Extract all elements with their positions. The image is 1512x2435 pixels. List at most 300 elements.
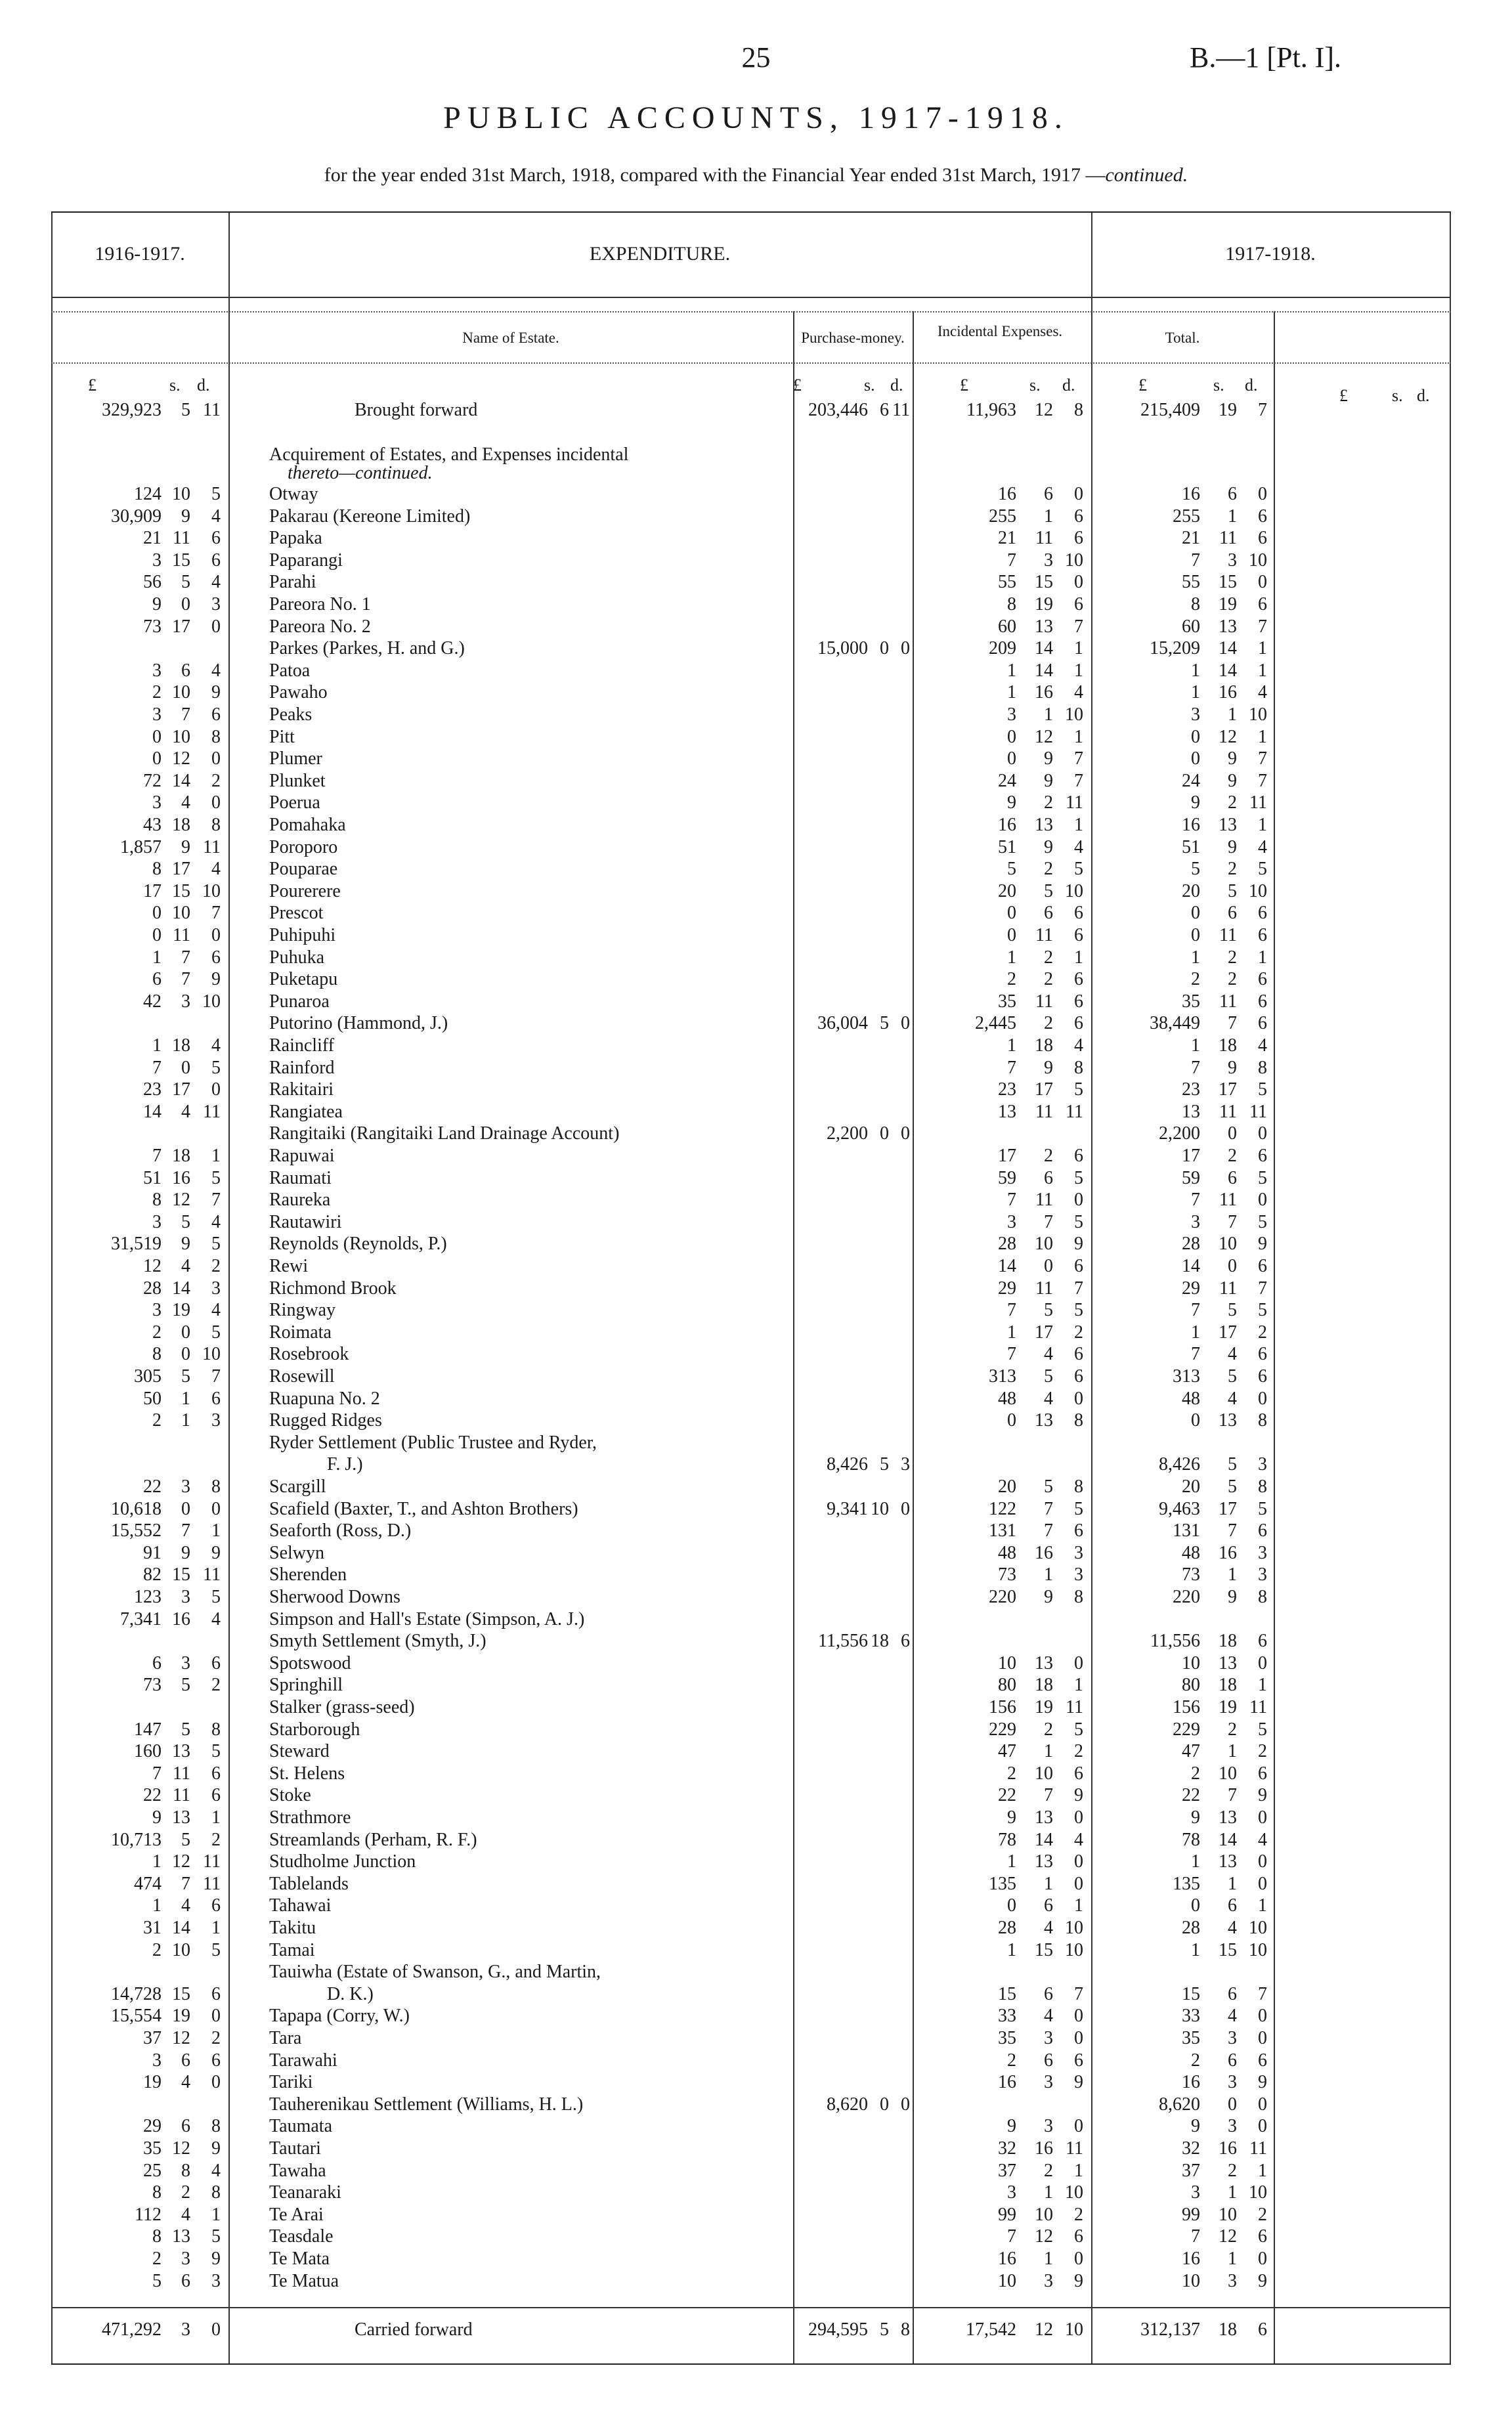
incidental-shillings: 11	[1035, 925, 1053, 945]
prev-pence: 9	[211, 1542, 221, 1563]
prev-pence: 5	[211, 2226, 221, 2247]
incidental-shillings: 11	[1035, 528, 1053, 549]
incidental-pence: 6	[1074, 925, 1083, 945]
purchase-shillings: 0	[880, 2094, 889, 2115]
incidental-pence: 6	[1074, 1520, 1083, 1541]
prev-pounds: 43	[143, 815, 162, 835]
table-row	[51, 1145, 1451, 1167]
table-row	[51, 2138, 1451, 2160]
prev-pounds: 8	[152, 2226, 162, 2247]
total-shillings: 9	[1228, 770, 1237, 791]
section-heading-cont: thereto—continued.	[288, 463, 433, 483]
incidental-pounds: 7	[1007, 2226, 1016, 2247]
prev-shillings: 15	[172, 1983, 190, 2004]
total-pounds: 35	[1182, 991, 1200, 1012]
total-pence: 6	[1258, 991, 1267, 1012]
prev-pounds: 474	[134, 1873, 162, 1894]
incidental-pounds: 33	[998, 2006, 1016, 2027]
incidental-shillings: 13	[1035, 1410, 1053, 1431]
prev-pounds: 7	[152, 1763, 162, 1784]
table-row	[51, 1343, 1451, 1366]
incidental-pence: 1	[1074, 815, 1083, 835]
table-row	[51, 593, 1451, 616]
table-row	[51, 637, 1451, 660]
prev-shillings: 6	[181, 2050, 190, 2071]
total-shillings: 2	[1228, 969, 1237, 990]
incidental-pence: 6	[1074, 506, 1083, 527]
incidental-pounds: 16	[998, 484, 1016, 504]
prev-shillings: 18	[172, 815, 190, 835]
subtitle-continued: continued.	[1105, 164, 1188, 186]
incidental-pence: 8	[1074, 1410, 1083, 1431]
estate-name: Tariki	[269, 2072, 313, 2093]
estate-name: Simpson and Hall's Estate (Simpson, A. J.)	[269, 1608, 585, 1629]
total-shillings: 11	[1219, 991, 1237, 1012]
prev-shillings: 9	[181, 1234, 190, 1255]
cf-inc-pence: 10	[1065, 2319, 1083, 2340]
table-row	[51, 1012, 1451, 1035]
table-row	[51, 1476, 1451, 1498]
estate-name: Te Matua	[269, 2270, 339, 2291]
total-pence: 10	[1249, 549, 1267, 571]
total-pounds: 78	[1182, 1829, 1200, 1850]
total-shillings: 13	[1219, 1410, 1237, 1431]
prev-shillings: 18	[172, 1146, 190, 1166]
cf-pur-pounds: 294,595	[808, 2319, 868, 2340]
prev-pounds: 124	[134, 484, 162, 504]
incidental-pounds: 255	[989, 506, 1016, 527]
estate-name: Puhipuhi	[269, 925, 336, 945]
prev-pounds: 2	[152, 1322, 162, 1343]
estate-name: Studholme Junction	[269, 1851, 416, 1872]
table-row	[51, 968, 1451, 991]
total-pence: 11	[1249, 2138, 1267, 2159]
incidental-shillings: 16	[1035, 2138, 1053, 2159]
incidental-pounds: 48	[998, 1542, 1016, 1563]
bf-tot-shillings: 19	[1219, 400, 1237, 420]
total-pence: 5	[1258, 1211, 1267, 1232]
total-pence: 6	[1258, 1013, 1267, 1034]
prev-pounds: 0	[152, 925, 162, 945]
total-pence: 4	[1258, 682, 1267, 703]
incidental-pounds: 16	[998, 2072, 1016, 2093]
incidental-pounds: 37	[998, 2160, 1016, 2181]
incidental-pence: 0	[1074, 2249, 1083, 2269]
incidental-shillings: 1	[1044, 2182, 1053, 2203]
total-pence: 7	[1258, 748, 1267, 769]
total-shillings: 13	[1219, 1807, 1237, 1828]
prev-pence: 5	[211, 1587, 221, 1607]
incidental-shillings: 3	[1044, 549, 1053, 571]
table-row	[51, 1763, 1451, 1785]
incidental-shillings: 19	[1035, 1697, 1053, 1717]
total-pence: 10	[1249, 1918, 1267, 1938]
table-row	[51, 748, 1451, 770]
estate-name: Stalker (grass-seed)	[269, 1697, 415, 1717]
table-row	[51, 1123, 1451, 1145]
total-shillings: 6	[1228, 1895, 1237, 1916]
total-shillings: 2	[1228, 2160, 1237, 2181]
prev-pounds: 7,341	[120, 1608, 162, 1629]
estate-name: Sherenden	[269, 1564, 347, 1585]
incidental-pence: 7	[1074, 1278, 1083, 1299]
prev-pounds: 6	[152, 1652, 162, 1673]
prev-pounds: 7	[152, 1057, 162, 1078]
total-pounds: 229	[1173, 1719, 1200, 1740]
estate-name: Taumata	[269, 2116, 332, 2137]
incidental-pence: 1	[1074, 1675, 1083, 1696]
total-shillings: 3	[1228, 549, 1237, 571]
incidental-pence: 5	[1074, 1498, 1083, 1519]
incidental-pounds: 29	[998, 1278, 1016, 1299]
prev-pounds: 23	[143, 1079, 162, 1100]
rule-header-3	[51, 362, 1451, 364]
estate-name: Puhuka	[269, 947, 324, 968]
prev-pence: 11	[203, 836, 221, 857]
prev-pence: 8	[211, 1476, 221, 1497]
total-shillings: 18	[1219, 1035, 1237, 1056]
prev-shillings: 10	[172, 682, 190, 703]
prev-shillings: 9	[181, 506, 190, 527]
cf-tot-pounds: 312,137	[1140, 2319, 1200, 2340]
total-shillings: 18	[1219, 1675, 1237, 1696]
prev-pounds: 31	[143, 1918, 162, 1938]
total-pounds: 10	[1182, 1652, 1200, 1673]
prev-shillings: 6	[181, 660, 190, 681]
estate-name: Streamlands (Perham, R. F.)	[269, 1829, 477, 1850]
unit-pence-tot: d.	[1245, 376, 1258, 395]
incidental-pounds: 2	[1007, 2050, 1016, 2071]
prev-shillings: 10	[172, 484, 190, 504]
total-pounds: 21	[1182, 528, 1200, 549]
incidental-pence: 5	[1074, 1300, 1083, 1321]
prev-pence: 4	[211, 1035, 221, 1056]
total-shillings: 3	[1228, 2028, 1237, 2048]
incidental-pence: 6	[1074, 969, 1083, 990]
total-shillings: 9	[1228, 836, 1237, 857]
table-row	[51, 1564, 1451, 1586]
total-shillings: 18	[1219, 1631, 1237, 1652]
unit-pence-extra: d.	[1417, 386, 1430, 405]
incidental-pence: 0	[1074, 1807, 1083, 1828]
total-pence: 6	[1258, 594, 1267, 614]
incidental-pounds: 47	[998, 1741, 1016, 1762]
table-row	[51, 2094, 1451, 2116]
total-pence: 10	[1249, 1939, 1267, 1960]
total-pence: 0	[1258, 2028, 1267, 2048]
total-shillings: 11	[1219, 925, 1237, 945]
estate-name: Starborough	[269, 1719, 360, 1740]
prev-pounds: 160	[134, 1741, 162, 1762]
unit-shilling-tot: s.	[1213, 376, 1224, 395]
incidental-shillings: 13	[1035, 1851, 1053, 1872]
prev-pounds: 31,519	[111, 1234, 162, 1255]
incidental-shillings: 2	[1044, 947, 1053, 968]
incidental-shillings: 9	[1044, 1587, 1053, 1607]
purchase-shillings: 5	[880, 1454, 889, 1475]
prev-shillings: 12	[172, 2138, 190, 2159]
incidental-pence: 6	[1074, 991, 1083, 1012]
total-pence: 3	[1258, 1564, 1267, 1585]
prev-shillings: 9	[181, 1542, 190, 1563]
table-row	[51, 1829, 1451, 1851]
prev-pounds: 10,713	[111, 1829, 162, 1850]
table-row	[51, 1189, 1451, 1211]
purchase-pence: 0	[901, 638, 910, 659]
prev-shillings: 4	[181, 2072, 190, 2093]
incidental-pounds: 21	[998, 528, 1016, 549]
total-pounds: 55	[1182, 572, 1200, 593]
estate-name: Parahi	[269, 572, 316, 593]
prev-shillings: 19	[172, 1300, 190, 1321]
total-pence: 2	[1258, 1741, 1267, 1762]
total-shillings: 10	[1219, 2204, 1237, 2225]
incidental-shillings: 5	[1044, 1366, 1053, 1387]
total-pounds: 3	[1191, 1211, 1200, 1232]
cf-pur-pence: 8	[901, 2319, 910, 2340]
incidental-pounds: 28	[998, 1918, 1016, 1938]
estate-name: Tara	[269, 2028, 302, 2048]
total-pounds: 7	[1191, 1057, 1200, 1078]
incidental-shillings: 9	[1044, 836, 1053, 857]
total-shillings: 4	[1228, 1388, 1237, 1409]
prev-pounds: 3	[152, 1211, 162, 1232]
purchase-shillings: 5	[880, 1013, 889, 1034]
incidental-shillings: 14	[1035, 1829, 1053, 1850]
cf-pur-shillings: 5	[880, 2319, 889, 2340]
prev-pounds: 25	[143, 2160, 162, 2181]
incidental-shillings: 3	[1044, 2072, 1053, 2093]
total-pence: 3	[1258, 1454, 1267, 1475]
prev-pence: 0	[211, 1079, 221, 1100]
prev-shillings: 1	[181, 1388, 190, 1409]
incidental-shillings: 10	[1035, 2204, 1053, 2225]
incidental-pounds: 28	[998, 1234, 1016, 1255]
total-pence: 7	[1258, 1278, 1267, 1299]
prev-pence: 6	[211, 1763, 221, 1784]
incidental-pence: 3	[1074, 1564, 1083, 1585]
table-row	[51, 2071, 1451, 2094]
total-pence: 6	[1258, 1256, 1267, 1276]
total-pounds: 11,556	[1150, 1631, 1200, 1652]
table-row	[51, 726, 1451, 748]
prev-shillings: 11	[173, 925, 190, 945]
table-row	[51, 1255, 1451, 1278]
table-row	[51, 1079, 1451, 1101]
total-pounds: 48	[1182, 1542, 1200, 1563]
total-pounds: 313	[1173, 1366, 1200, 1387]
prev-pence: 4	[211, 660, 221, 681]
incidental-pounds: 0	[1007, 925, 1016, 945]
incidental-shillings: 6	[1044, 1167, 1053, 1188]
incidental-shillings: 13	[1035, 1652, 1053, 1673]
prev-pence: 5	[211, 1234, 221, 1255]
incidental-pounds: 55	[998, 572, 1016, 593]
total-shillings: 5	[1228, 1300, 1237, 1321]
total-pounds: 73	[1182, 1564, 1200, 1585]
total-pounds: 60	[1182, 616, 1200, 637]
prev-pence: 1	[211, 2204, 221, 2225]
prev-shillings: 0	[181, 594, 190, 614]
prev-pounds: 147	[134, 1719, 162, 1740]
total-pence: 0	[1258, 2094, 1267, 2115]
estate-name: Papaka	[269, 528, 322, 549]
prev-shillings: 13	[172, 1741, 190, 1762]
incidental-shillings: 2	[1044, 1013, 1053, 1034]
total-pence: 1	[1258, 1895, 1267, 1916]
incidental-pounds: 73	[998, 1564, 1016, 1585]
incidental-shillings: 1	[1044, 2249, 1053, 2269]
incidental-shillings: 16	[1035, 682, 1053, 703]
total-pence: 1	[1258, 638, 1267, 659]
incidental-shillings: 1	[1044, 1564, 1053, 1585]
incidental-pence: 11	[1066, 2138, 1083, 2159]
incidental-pounds: 2	[1007, 969, 1016, 990]
table-row	[51, 1299, 1451, 1322]
incidental-shillings: 3	[1044, 2116, 1053, 2137]
prev-pounds: 3	[152, 660, 162, 681]
prev-pence: 8	[211, 2182, 221, 2203]
total-shillings: 4	[1228, 1918, 1237, 1938]
prev-shillings: 2	[181, 2182, 190, 2203]
estate-name: Pourerere	[269, 880, 341, 901]
total-pence: 0	[1258, 1851, 1267, 1872]
unit-pound-pur: £	[793, 376, 802, 395]
total-pounds: 28	[1182, 1234, 1200, 1255]
table-row	[51, 1542, 1451, 1564]
prev-shillings: 9	[181, 836, 190, 857]
rule-header-1	[51, 297, 1451, 298]
total-pence: 9	[1258, 2270, 1267, 2291]
incidental-pounds: 7	[1007, 1300, 1016, 1321]
incidental-shillings: 0	[1044, 1256, 1053, 1276]
prev-pence: 3	[211, 1410, 221, 1431]
estate-name: Strathmore	[269, 1807, 351, 1828]
total-pence: 0	[1258, 1190, 1267, 1211]
incidental-shillings: 11	[1035, 1278, 1053, 1299]
prev-pence: 6	[211, 1388, 221, 1409]
total-pounds: 135	[1173, 1873, 1200, 1894]
prev-shillings: 4	[181, 1256, 190, 1276]
incidental-shillings: 17	[1035, 1079, 1053, 1100]
total-pounds: 1	[1191, 660, 1200, 681]
estate-name: Poerua	[269, 792, 320, 813]
prev-pounds: 0	[152, 748, 162, 769]
table-row	[51, 2182, 1451, 2204]
total-pounds: 2,200	[1159, 1123, 1200, 1144]
incidental-shillings: 9	[1044, 1057, 1053, 1078]
total-pounds: 0	[1191, 925, 1200, 945]
total-pence: 10	[1249, 2182, 1267, 2203]
prev-pounds: 51	[143, 1167, 162, 1188]
prev-shillings: 11	[173, 528, 190, 549]
table-row	[51, 1388, 1451, 1410]
incidental-pounds: 10	[998, 1652, 1016, 1673]
incidental-shillings: 6	[1044, 1895, 1053, 1916]
incidental-pounds: 156	[989, 1697, 1016, 1717]
prev-pounds: 73	[143, 616, 162, 637]
prev-shillings: 5	[181, 1675, 190, 1696]
incidental-shillings: 11	[1035, 1190, 1053, 1211]
incidental-pounds: 78	[998, 1829, 1016, 1850]
table-row	[51, 814, 1451, 836]
estate-name: Seaforth (Ross, D.)	[269, 1520, 412, 1541]
header-incidental: Incidental Expenses.	[937, 323, 1063, 339]
prev-pounds: 2	[152, 2249, 162, 2269]
total-pounds: 22	[1182, 1785, 1200, 1806]
estate-name: Pitt	[269, 726, 295, 747]
incidental-shillings: 3	[1044, 2270, 1053, 2291]
total-shillings: 7	[1228, 1785, 1237, 1806]
purchase-pounds: 2,200	[827, 1123, 868, 1144]
prev-pounds: 7	[152, 1146, 162, 1166]
estate-name: Teasdale	[269, 2226, 334, 2247]
prev-pounds: 8	[152, 2182, 162, 2203]
total-pounds: 0	[1191, 1895, 1200, 1916]
incidental-pounds: 60	[998, 616, 1016, 637]
incidental-pounds: 1	[1007, 660, 1016, 681]
incidental-pounds: 9	[1007, 2116, 1016, 2137]
bf-pur-shillings: 6	[880, 400, 889, 420]
prev-shillings: 5	[181, 1719, 190, 1740]
total-shillings: 15	[1219, 1939, 1237, 1960]
prev-shillings: 4	[181, 792, 190, 813]
total-pence: 9	[1258, 2072, 1267, 2093]
incidental-pence: 11	[1066, 1101, 1083, 1122]
estate-name: Plunket	[269, 770, 326, 791]
incidental-pence: 1	[1074, 947, 1083, 968]
prev-pounds: 72	[143, 770, 162, 791]
incidental-pence: 7	[1074, 770, 1083, 791]
total-shillings: 1	[1228, 2182, 1237, 2203]
prev-pounds: 19	[143, 2072, 162, 2093]
estate-name: Rainford	[269, 1057, 335, 1078]
incidental-pounds: 15	[998, 1983, 1016, 2004]
table-row	[51, 1895, 1451, 1917]
prev-shillings: 10	[172, 1939, 190, 1960]
total-pence: 1	[1258, 947, 1267, 968]
total-pence: 5	[1258, 1079, 1267, 1100]
total-shillings: 10	[1219, 1763, 1237, 1784]
incidental-pounds: 5	[1007, 859, 1016, 880]
prev-shillings: 10	[172, 903, 190, 924]
incidental-pounds: 1	[1007, 1939, 1016, 1960]
total-shillings: 1	[1228, 2249, 1237, 2269]
total-shillings: 1	[1228, 1873, 1237, 1894]
incidental-pounds: 99	[998, 2204, 1016, 2225]
total-pence: 7	[1258, 1983, 1267, 2004]
total-pounds: 16	[1182, 2249, 1200, 2269]
total-pence: 10	[1249, 704, 1267, 725]
total-pence: 11	[1249, 1697, 1267, 1717]
prev-pence: 5	[211, 484, 221, 504]
total-pounds: 10	[1182, 2270, 1200, 2291]
incidental-pence: 2	[1074, 1322, 1083, 1343]
incidental-pence: 5	[1074, 859, 1083, 880]
incidental-pounds: 0	[1007, 1410, 1016, 1431]
prev-pounds: 305	[134, 1366, 162, 1387]
incidental-pence: 10	[1065, 704, 1083, 725]
estate-name: Tauiwha (Estate of Swanson, G., and Martin,	[269, 1962, 601, 1983]
incidental-pence: 0	[1074, 2006, 1083, 2027]
incidental-pounds: 0	[1007, 726, 1016, 747]
table-row	[51, 1939, 1451, 1962]
incidental-pounds: 9	[1007, 1807, 1016, 1828]
purchase-shillings: 10	[871, 1498, 889, 1519]
total-pence: 6	[1258, 969, 1267, 990]
prev-shillings: 5	[181, 1366, 190, 1387]
table-row	[51, 2027, 1451, 2050]
